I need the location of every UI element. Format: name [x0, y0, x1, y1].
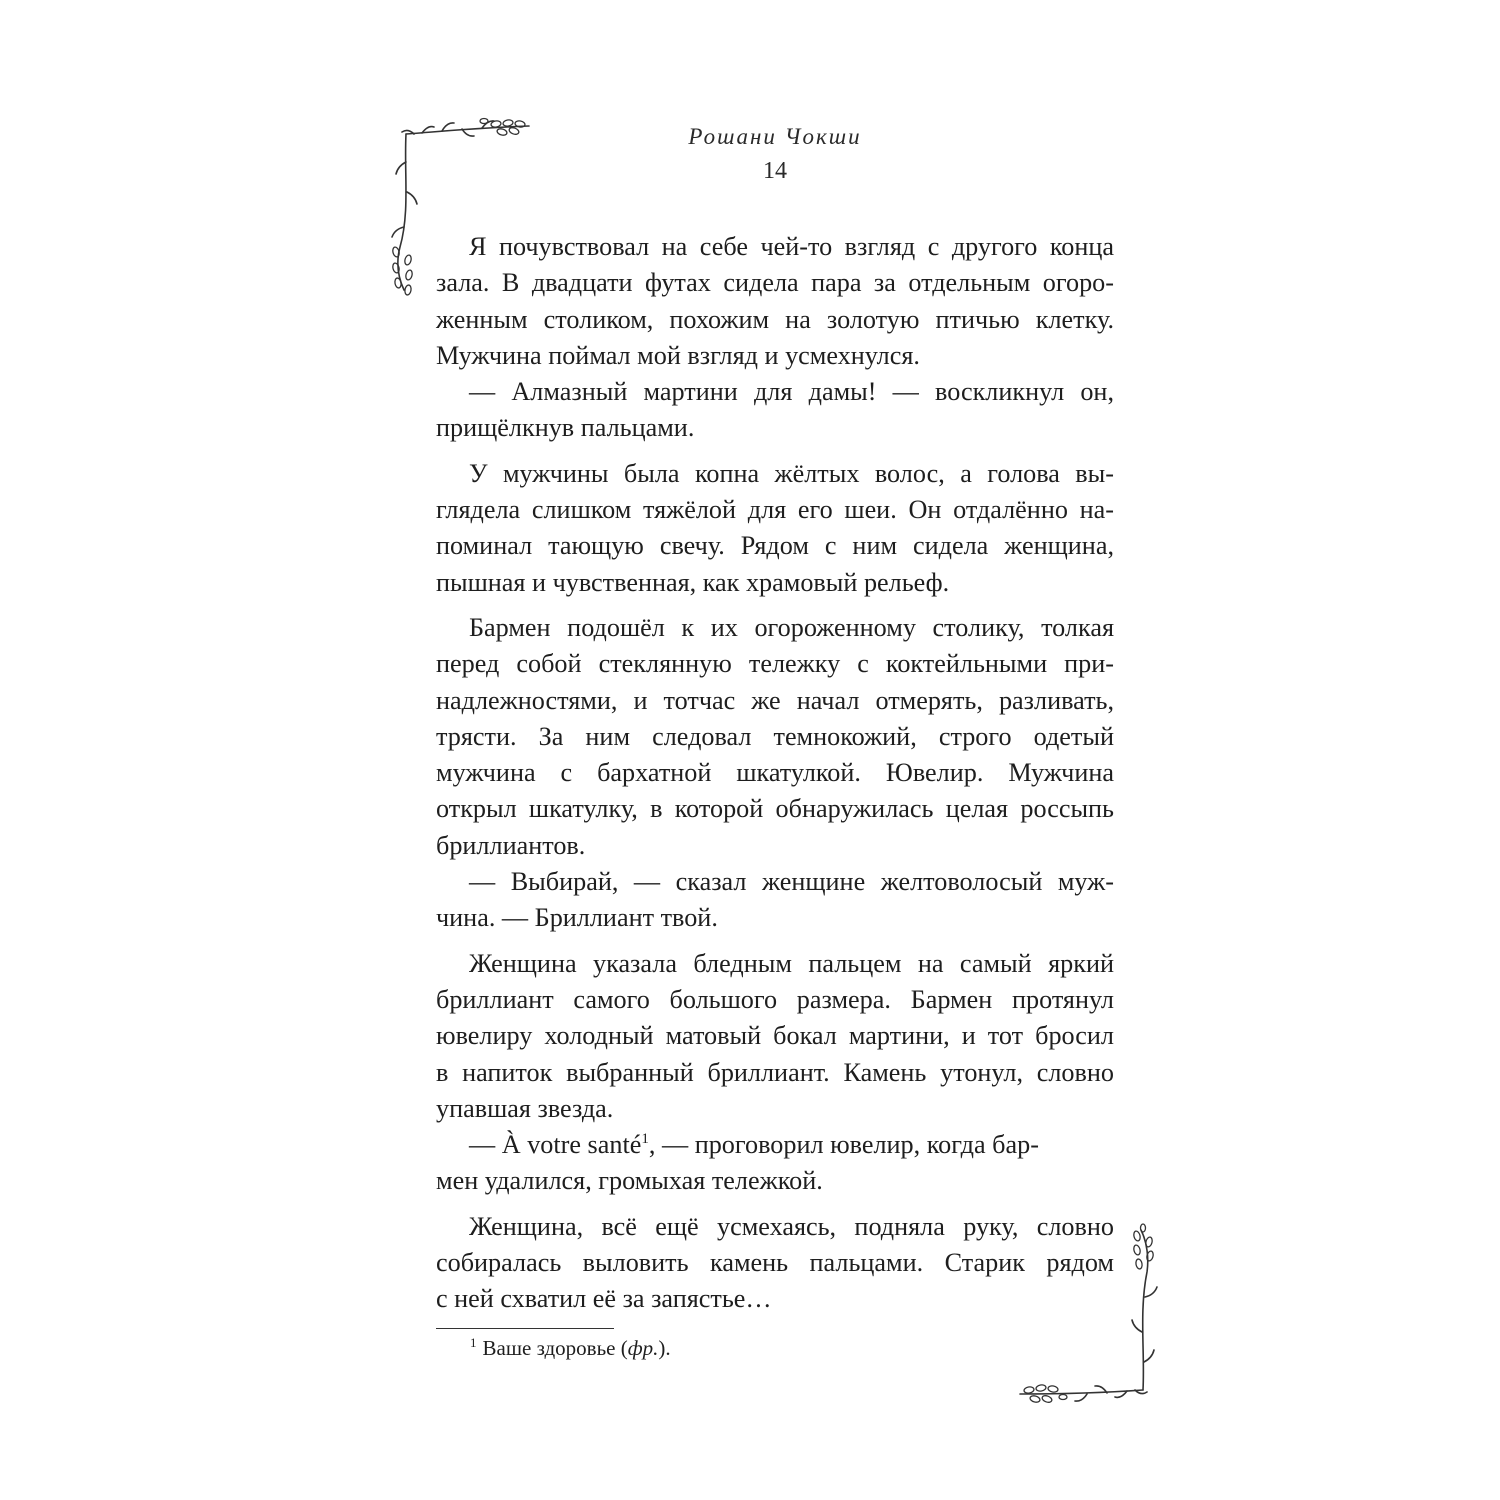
- text-line: — Алмазный мартини для дамы! — воскликнул он,: [469, 377, 1114, 407]
- text-line: ювелиру холодный матовый бокал мартини, и тот бросил: [436, 1021, 1114, 1051]
- text-line: с ней схватил её за запястье…: [436, 1284, 772, 1314]
- text-line: мен удалился, громыхая тележкой.: [436, 1166, 823, 1196]
- text-line: мужчина с бархатной шкатулкой. Ювелир. Мужчина: [436, 758, 1114, 788]
- footnote-language: фр.: [627, 1336, 659, 1360]
- text-line: зала. В двадцати футах сидела пара за отдельным огоро-: [436, 268, 1114, 298]
- footnote-text: Ваше здоровье (: [482, 1336, 628, 1360]
- footnote: [470, 1336, 671, 1361]
- footnote-reference[interactable]: 1: [641, 1131, 649, 1148]
- text-line: У мужчины была копна жёлтых волос, а голова вы-: [469, 458, 1114, 488]
- page-number: 14: [763, 158, 787, 184]
- footnote-marker: 1: [470, 1335, 477, 1350]
- text-line: надлежностями, и тотчас же начал отмерять, разливать,: [436, 685, 1114, 715]
- running-head-author: Рошани Чокши: [688, 124, 862, 149]
- text-line-with-footnote: [436, 1127, 1114, 1163]
- text-line: в напиток выбранный бриллиант. Камень утонул, словно: [436, 1057, 1114, 1087]
- text-line: бриллиант самого большого размера. Бармен протянул: [436, 984, 1114, 1014]
- text-line: пышная и чувственная, как храмовый рельеф.: [436, 567, 950, 597]
- footnote-rule: [436, 1328, 614, 1329]
- text-line: перед собой стеклянную тележку с коктейльными при-: [436, 649, 1114, 679]
- text-line: Женщина, всё ещё усмехаясь, подняла руку, словно: [469, 1211, 1114, 1241]
- text-line: упавшая звезда.: [436, 1093, 614, 1123]
- text-line: собиралась выловить камень пальцами. Старик рядом: [436, 1248, 1114, 1278]
- text-line: прищёлкнув пальцами.: [436, 413, 695, 443]
- text-line: Женщина указала бледным пальцем на самый яркий: [469, 948, 1114, 978]
- text-line: Я почувствовал на себе чей-то взгляд с другого конца: [469, 232, 1114, 261]
- text-line: бриллиантов.: [436, 830, 586, 860]
- footnote-close: ).: [658, 1336, 671, 1360]
- text-line: — Выбирай, — сказал женщине желтоволосый муж-: [469, 867, 1114, 897]
- text-line: Мужчина поймал мой взгляд и усмехнулся.: [436, 340, 920, 370]
- text-line: глядела слишком тяжёлой для его шеи. Он отдалённо на-: [436, 495, 1114, 525]
- text-line: трясти. За ним следовал темнокожий, строго одетый: [436, 721, 1114, 751]
- body-text: [436, 229, 1114, 1318]
- text-line: открыл шкатулку, в которой обнаружилась целая россыпь: [436, 794, 1114, 824]
- text-line: чина. — Бриллиант твой.: [436, 903, 718, 933]
- bottom-right-floral-ornament: [1015, 1222, 1165, 1407]
- text-line: женным столиком, похожим на золотую птичью клетку.: [436, 304, 1114, 334]
- lavender-sprig-icon: [1015, 1222, 1165, 1407]
- text-line: Бармен подошёл к их огороженному столику, толкая: [469, 612, 1114, 642]
- text-segment: — À votre santé: [469, 1130, 642, 1160]
- text-segment: , — проговорил ювелир, когда бар-: [648, 1130, 1039, 1160]
- text-line: поминал тающую свечу. Рядом с ним сидела женщина,: [436, 531, 1114, 561]
